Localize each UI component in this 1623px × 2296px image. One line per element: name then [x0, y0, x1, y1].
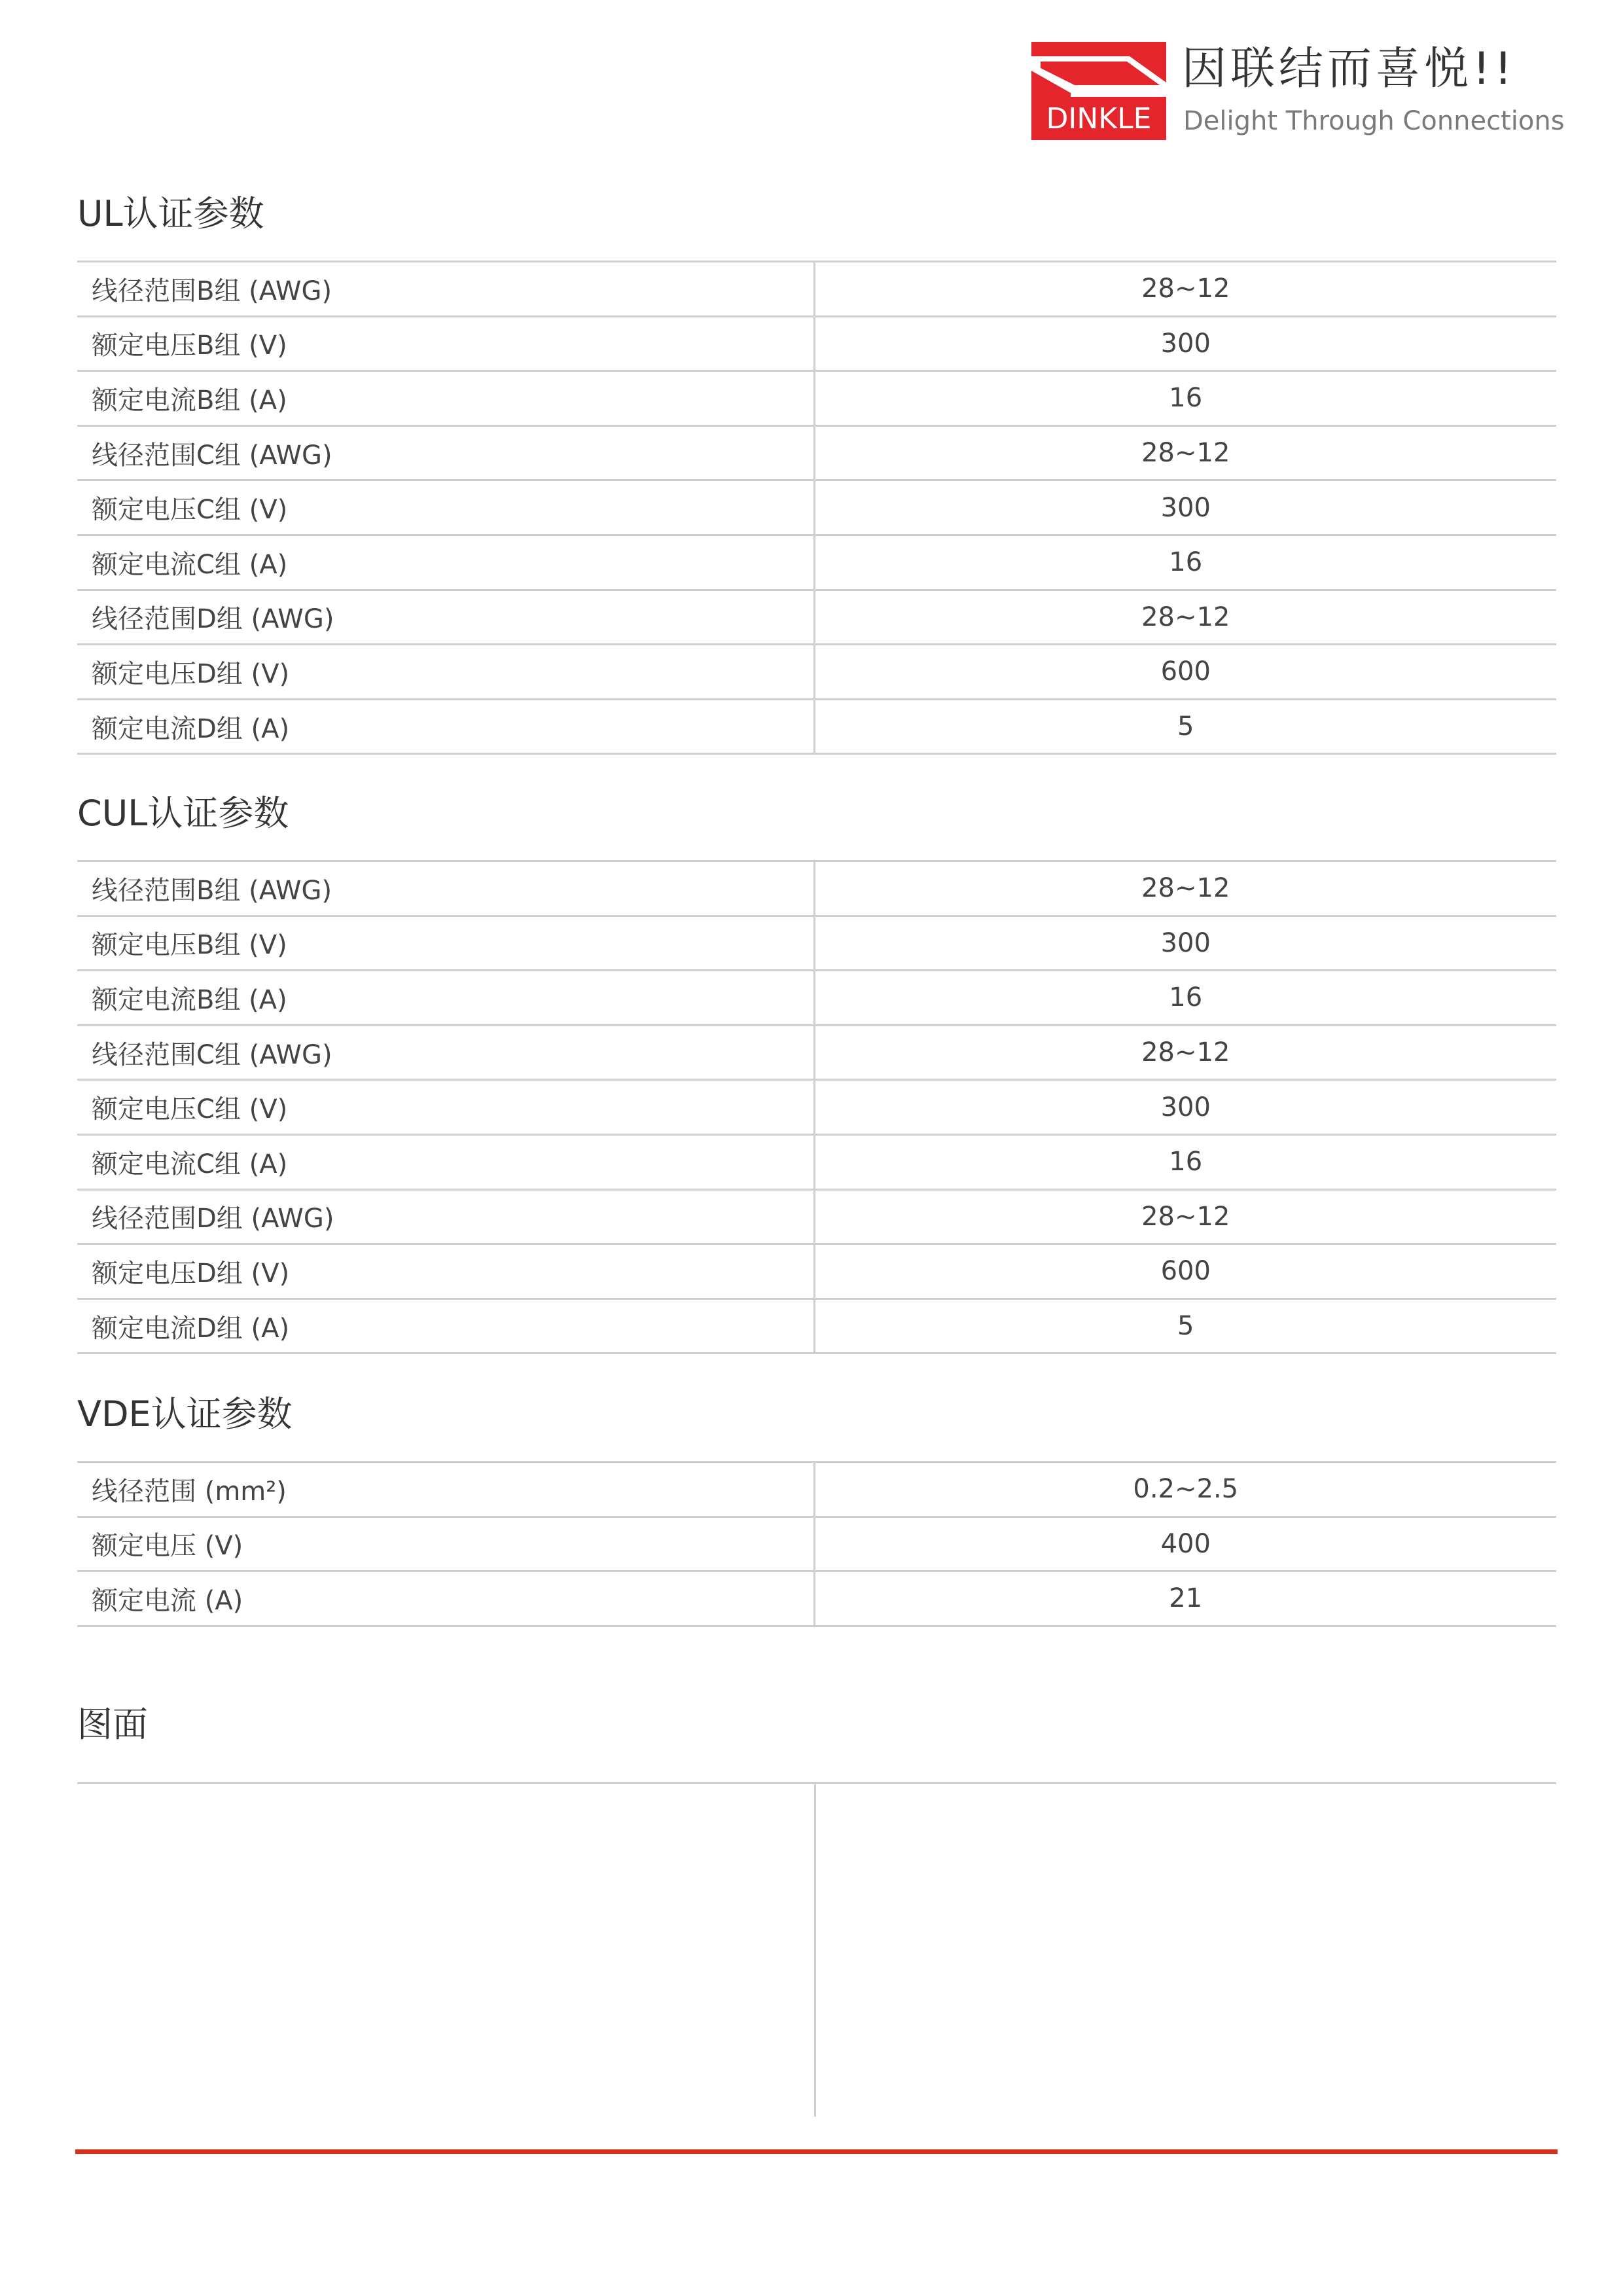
table-row — [77, 316, 1556, 371]
table-row — [77, 699, 1556, 754]
spec-table-cul — [77, 860, 1556, 1354]
param-label: 额定电压 (V) — [77, 1516, 814, 1571]
param-value: 300 — [814, 316, 1556, 371]
table-row — [77, 1516, 1556, 1571]
param-label: 额定电流C组 (A) — [77, 1134, 814, 1189]
param-value: 16 — [814, 1134, 1556, 1189]
table-row — [77, 971, 1556, 1026]
param-value: 16 — [814, 971, 1556, 1026]
param-value: 28~12 — [814, 1025, 1556, 1080]
param-label: 线径范围C组 (AWG) — [77, 425, 814, 480]
table-row — [77, 535, 1556, 590]
logo-brand-text: DINKLE — [1046, 102, 1152, 135]
param-label: 额定电流C组 (A) — [77, 535, 814, 590]
table-row — [77, 1189, 1556, 1244]
param-value: 28~12 — [814, 1189, 1556, 1244]
param-label: 额定电压C组 (V) — [77, 480, 814, 535]
table-row — [77, 916, 1556, 971]
spec-table-ul — [77, 260, 1556, 755]
param-value: 600 — [814, 1244, 1556, 1299]
param-label: 线径范围D组 (AWG) — [77, 1189, 814, 1244]
param-value: 28~12 — [814, 262, 1556, 317]
param-label: 额定电压D组 (V) — [77, 1244, 814, 1299]
param-label: 额定电压B组 (V) — [77, 916, 814, 971]
param-label: 额定电流D组 (A) — [77, 699, 814, 754]
param-value: 300 — [814, 916, 1556, 971]
param-label: 额定电压B组 (V) — [77, 316, 814, 371]
table-row — [77, 371, 1556, 426]
table-row — [77, 480, 1556, 535]
param-label: 线径范围B组 (AWG) — [77, 861, 814, 916]
section-title-vde: VDE认证参数 — [77, 1393, 293, 1435]
param-label: 额定电压D组 (V) — [77, 645, 814, 700]
table-row — [77, 1134, 1556, 1189]
company-logo — [1031, 42, 1568, 140]
drawing-area-top-rule — [77, 1782, 1556, 1784]
param-value: 600 — [814, 645, 1556, 700]
param-value: 16 — [814, 535, 1556, 590]
param-label: 额定电流 (A) — [77, 1571, 814, 1626]
table-row — [77, 1244, 1556, 1299]
param-value: 300 — [814, 1080, 1556, 1135]
drawing-area-divider — [814, 1784, 816, 2117]
table-row — [77, 1080, 1556, 1135]
spec-table-vde — [77, 1461, 1556, 1627]
table-row — [77, 1571, 1556, 1626]
param-value: 28~12 — [814, 861, 1556, 916]
table-row — [77, 645, 1556, 700]
param-value: 5 — [814, 699, 1556, 754]
param-value: 28~12 — [814, 425, 1556, 480]
table-row — [77, 590, 1556, 645]
param-value: 16 — [814, 371, 1556, 426]
param-value: 0.2~2.5 — [814, 1462, 1556, 1517]
param-label: 线径范围B组 (AWG) — [77, 262, 814, 317]
table-row — [77, 1299, 1556, 1354]
param-label: 额定电流B组 (A) — [77, 971, 814, 1026]
param-value: 28~12 — [814, 590, 1556, 645]
param-value: 300 — [814, 480, 1556, 535]
footer-accent-line — [75, 2149, 1558, 2154]
param-label: 线径范围D组 (AWG) — [77, 590, 814, 645]
param-label: 额定电流B组 (A) — [77, 371, 814, 426]
param-label: 额定电流D组 (A) — [77, 1299, 814, 1354]
param-value: 5 — [814, 1299, 1556, 1354]
slogan-chinese: 因联结而喜悦!! — [1182, 43, 1516, 95]
table-row — [77, 262, 1556, 317]
section-title-drawing: 图面 — [77, 1704, 148, 1745]
param-label: 线径范围 (mm²) — [77, 1462, 814, 1517]
section-title-ul: UL认证参数 — [77, 193, 264, 234]
table-row — [77, 1462, 1556, 1517]
param-value: 21 — [814, 1571, 1556, 1626]
param-label: 线径范围C组 (AWG) — [77, 1025, 814, 1080]
section-title-cul: CUL认证参数 — [77, 793, 289, 834]
param-value: 400 — [814, 1516, 1556, 1571]
slogan-english: Delight Through Connections — [1183, 106, 1565, 136]
table-row — [77, 425, 1556, 480]
table-row — [77, 861, 1556, 916]
param-label: 额定电压C组 (V) — [77, 1080, 814, 1135]
table-row — [77, 1025, 1556, 1080]
